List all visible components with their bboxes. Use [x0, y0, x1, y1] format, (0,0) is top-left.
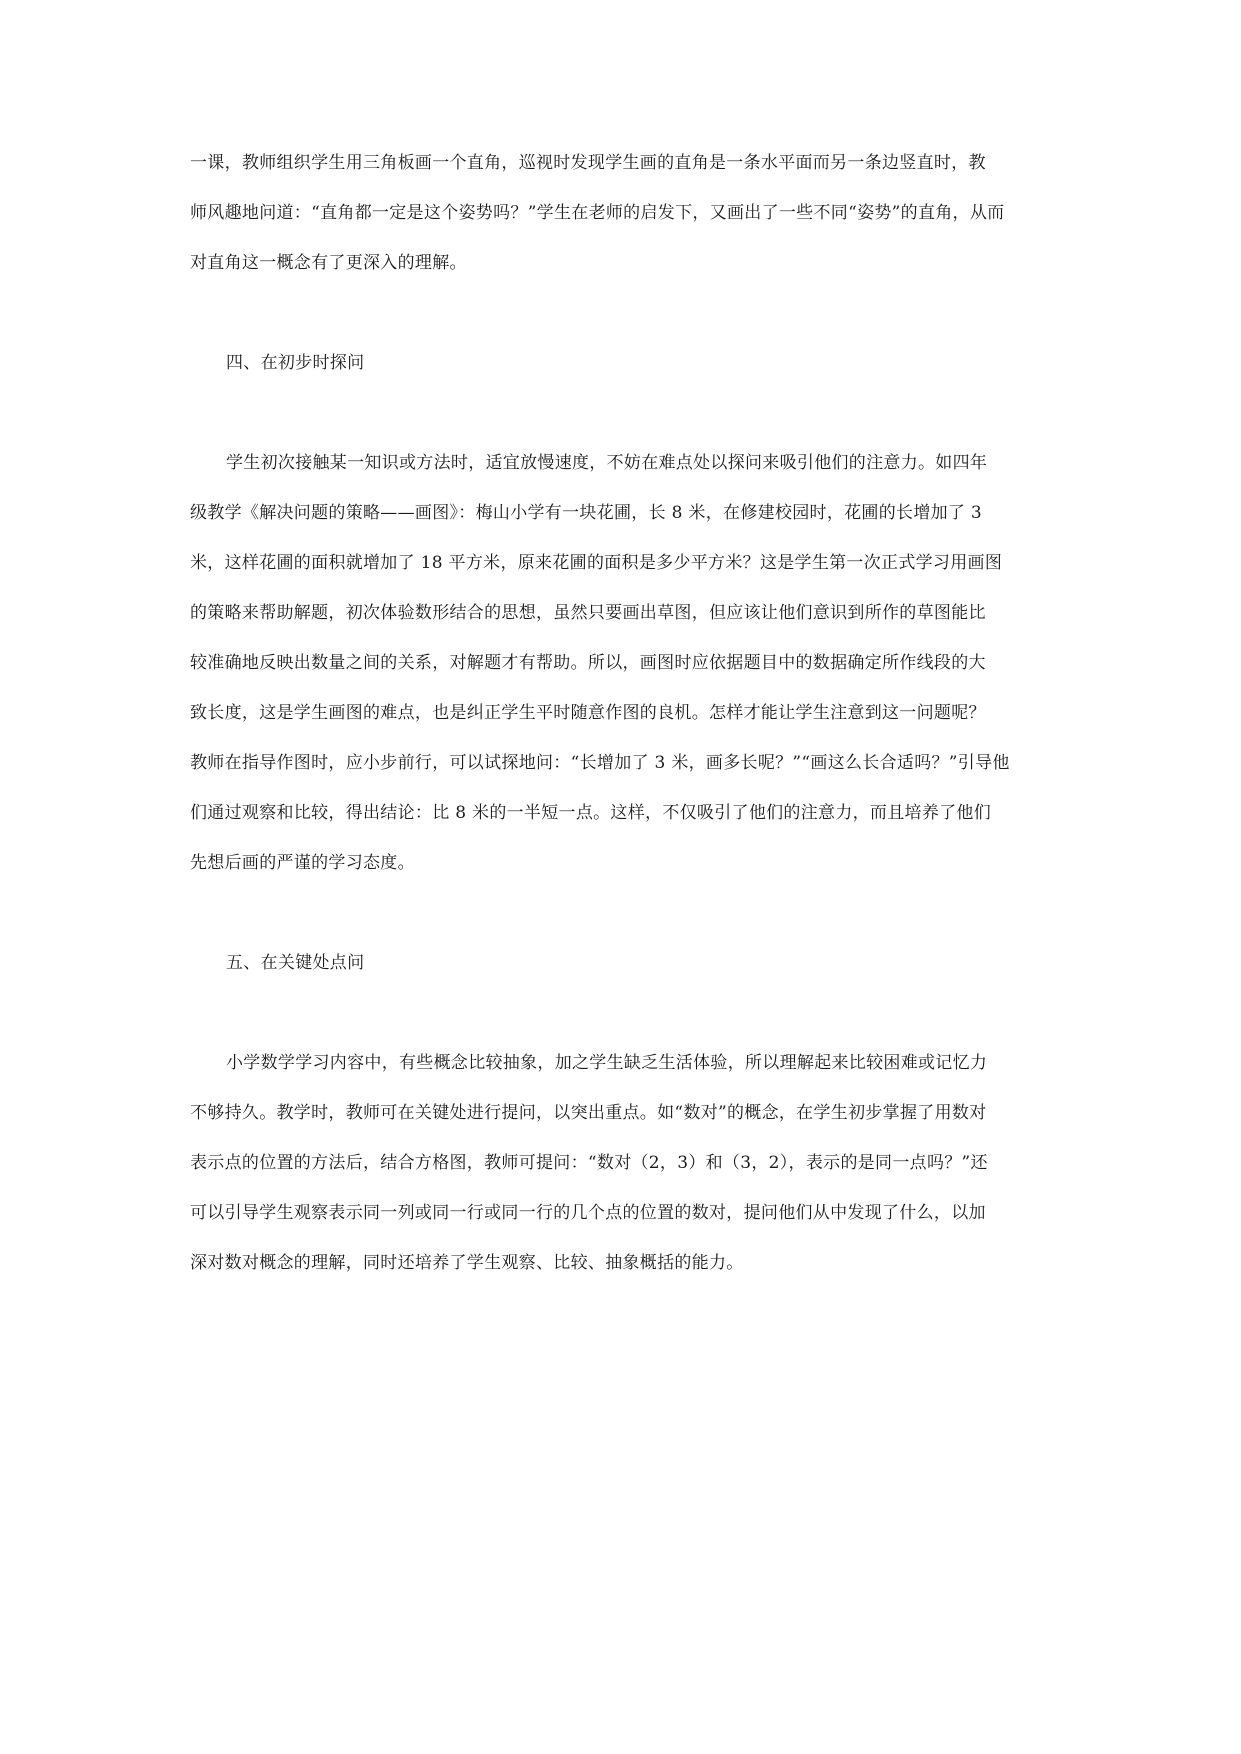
paragraph-intro — [190, 150, 1050, 300]
spacer — [190, 1000, 1050, 1050]
text-line: 教师在指导作图时，应小步前行，可以试探地问：“长增加了 3 米，画多长呢？”“画这么长合适吗？”引导他 — [190, 753, 1010, 773]
text-line: 学生初次接触某一知识或方法时，适宜放慢速度，不妨在难点处以探问来吸引他们的注意力。如四年 — [226, 453, 988, 473]
spacer — [190, 900, 1050, 950]
text-line: 的策略来帮助解题，初次体验数形结合的思想，虽然只要画出草图，但应该让他们意识到所作的草图能比 — [190, 603, 986, 623]
text-line: 先想后画的严谨的学习态度。 — [190, 853, 415, 873]
text-line: 小学数学学习内容中，有些概念比较抽象，加之学生缺乏生活体验，所以理解起来比较困难或记忆力 — [226, 1053, 988, 1073]
text-line: 表示点的位置的方法后，结合方格图，教师可提问：“数对（2，3）和（3，2），表示的是同一点吗？”还 — [190, 1153, 988, 1173]
text-line: 米，这样花圃的面积就增加了 18 平方米，原来花圃的面积是多少平方米？这是学生第一次正式学习用画图 — [190, 553, 1003, 573]
text-line: 较准确地反映出数量之间的关系，对解题才有帮助。所以，画图时应依据题目中的数据确定所作线段的大 — [190, 653, 986, 673]
text-line: 深对数对概念的理解，同时还培养了学生观察、比较、抽象概括的能力。 — [190, 1253, 744, 1273]
spacer — [190, 400, 1050, 450]
text-line: 们通过观察和比较，得出结论：比 8 米的一半短一点。这样，不仅吸引了他们的注意力，而且培养了他们 — [190, 803, 992, 823]
text-line: 一课，教师组织学生用三角板画一个直角，巡视时发现学生画的直角是一条水平面而另一条边竖直时，教 — [190, 153, 986, 173]
text-line: 师风趣地问道：“直角都一定是这个姿势吗？”学生在老师的启发下，又画出了一些不同“姿势”的直角，从而 — [190, 203, 1005, 223]
paragraph-section-4 — [190, 450, 1050, 900]
text-line: 不够持久。教学时，教师可在关键处进行提问，以突出重点。如“数对”的概念，在学生初步掌握了用数对 — [190, 1103, 987, 1123]
text-line: 致长度，这是学生画图的难点，也是纠正学生平时随意作图的良机。怎样才能让学生注意到这一问题呢？ — [190, 703, 986, 723]
document-page — [190, 150, 1050, 1300]
section-heading-5: 五、在关键处点问 — [226, 953, 365, 973]
section-heading-4: 四、在初步时探问 — [226, 353, 365, 373]
spacer — [190, 300, 1050, 350]
text-line: 级教学《解决问题的策略——画图》：梅山小学有一块花圃，长 8 米，在修建校园时，花圃的长增加了 3 — [190, 503, 983, 523]
text-line: 对直角这一概念有了更深入的理解。 — [190, 253, 467, 273]
text-line: 可以引导学生观察表示同一列或同一行或同一行的几个点的位置的数对，提问他们从中发现了什么，以加 — [190, 1203, 986, 1223]
paragraph-section-5 — [190, 1050, 1050, 1300]
